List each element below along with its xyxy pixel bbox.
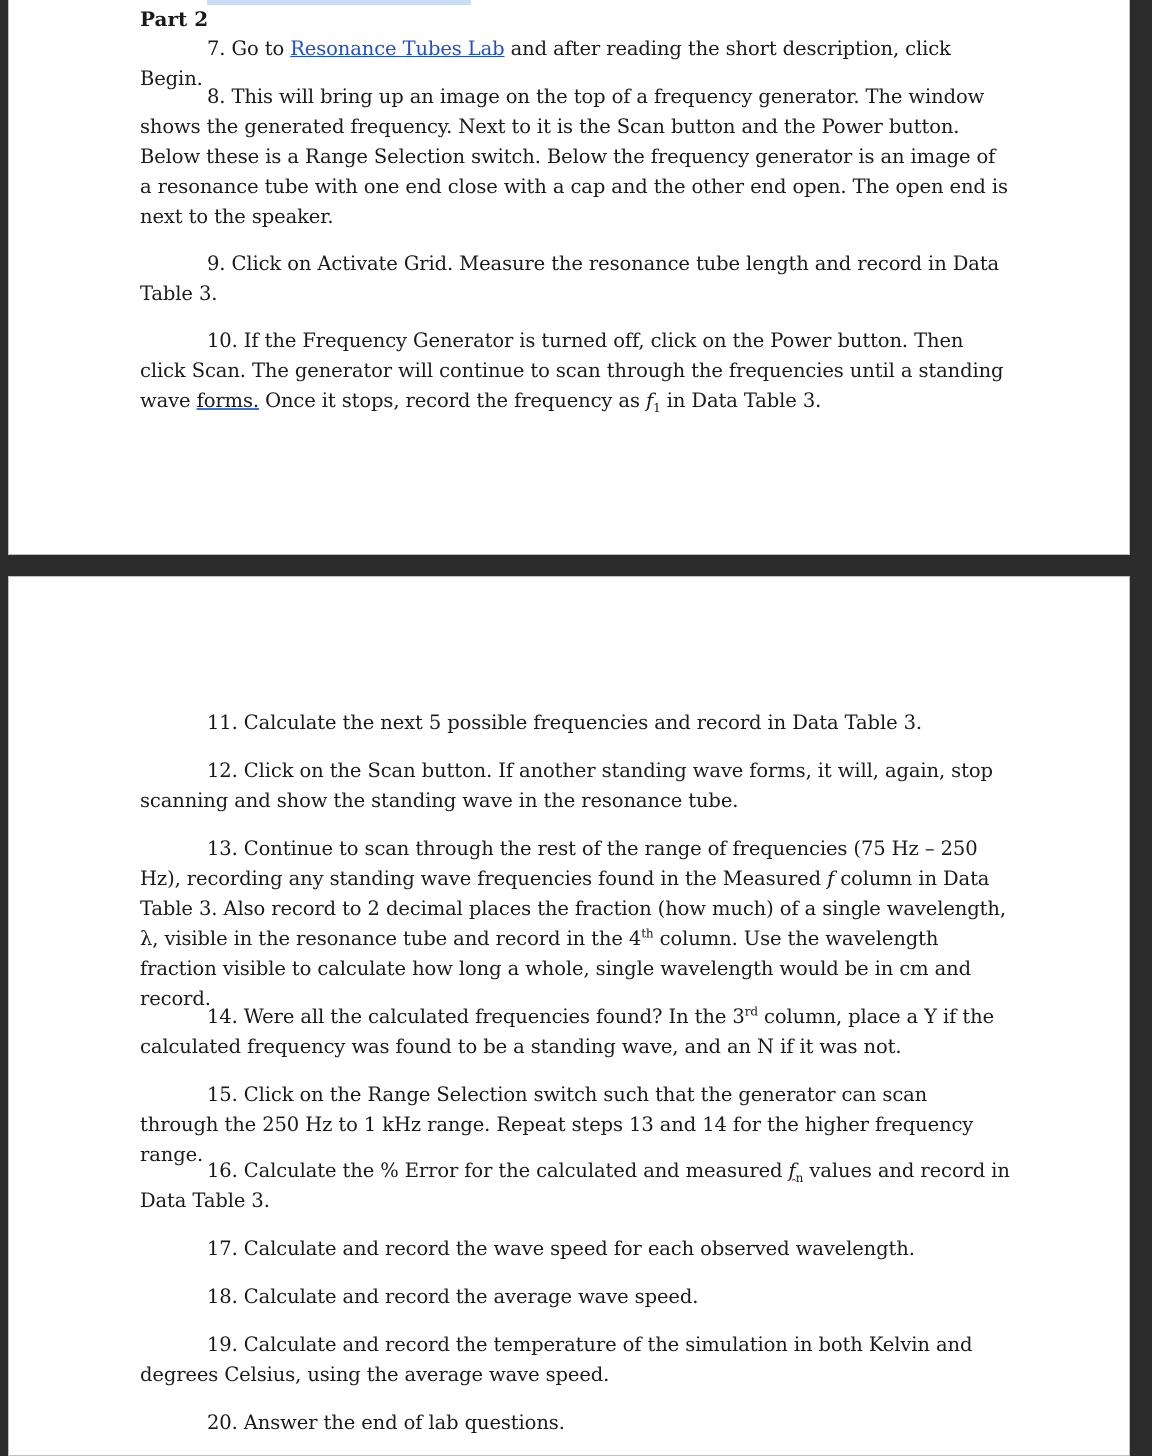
spellcheck-flag: $f_n$ [788,1159,804,1185]
resonance-tubes-lab-link[interactable]: Resonance Tubes Lab [290,37,505,60]
underlined-word: forms. [196,389,259,412]
step-11: 11. Calculate the next 5 possible frequencies and record in Data Table 3. [207,711,923,734]
step-13: 13. Continue to scan through the rest of the range of frequencies (75 Hz – 250 Hz), recording any standing wave frequencies found in the Measured f column in Data Table 3. Also record to 2 decimal places the fraction (how much) of a single wavelength, λ, visible in the resonance tube and record in the 4th column. Use the wavelength fraction visible to calculate how long a whole, single wavelength would be in cm and record. [140,837,1006,1010]
step-7: 7. Go to Resonance Tubes Lab and after reading the short description, click Begin. [140,37,951,90]
step-16: 16. Calculate the % Error for the calculated and measured $f_n$ values and record in Data Table 3. [140,1159,1010,1212]
step-12: 12. Click on the Scan button. If another standing wave forms, it will, again, stop scanning and show the standing wave in the resonance tube. [140,759,993,812]
step-20: 20. Answer the end of lab questions. [207,1411,565,1434]
step-9: 9. Click on Activate Grid. Measure the resonance tube length and record in Data Table 3. [140,252,1000,305]
part-heading: Part 2 [140,7,209,31]
frequency-symbol: f [645,389,654,412]
text-selection-highlight [207,0,471,5]
step-17: 17. Calculate and record the wave speed for each observed wavelength. [207,1237,915,1260]
step-10: 10. If the Frequency Generator is turned off, click on the Power button. Then click Scan. The generator will continue to scan through the frequencies until a standing wave forms. Once it stops, record the frequency as $f_1$ in Data Table 3. [140,329,1004,415]
step-14: 14. Were all the calculated frequencies found? In the 3rd column, place a Y if the calculated frequency was found to be a standing wave, and an N if it was not. [140,1004,995,1058]
step-15: 15. Click on the Range Selection switch such that the generator can scan through the 250 Hz to 1 kHz range. Repeat steps 13 and 14 for the higher frequency range. [140,1083,974,1166]
step-19: 19. Calculate and record the temperature of the simulation in both Kelvin and degrees Celsius, using the average wave speed. [140,1333,973,1386]
frequency-symbol: f [827,867,835,890]
document-page-1 [8,0,1130,555]
step-8: 8. This will bring up an image on the top of a frequency generator. The window shows the generated frequency. Next to it is the Scan button and the Power button. Below these is a Range Selection switch. Below the frequency generator is an image of a resonance tube with one end close with a cap and the other end open. The open end is next to the speaker. [140,85,1008,228]
step-18: 18. Calculate and record the average wave speed. [207,1285,699,1308]
document-page-2 [8,576,1130,1456]
frequency-symbol: f [788,1159,796,1182]
